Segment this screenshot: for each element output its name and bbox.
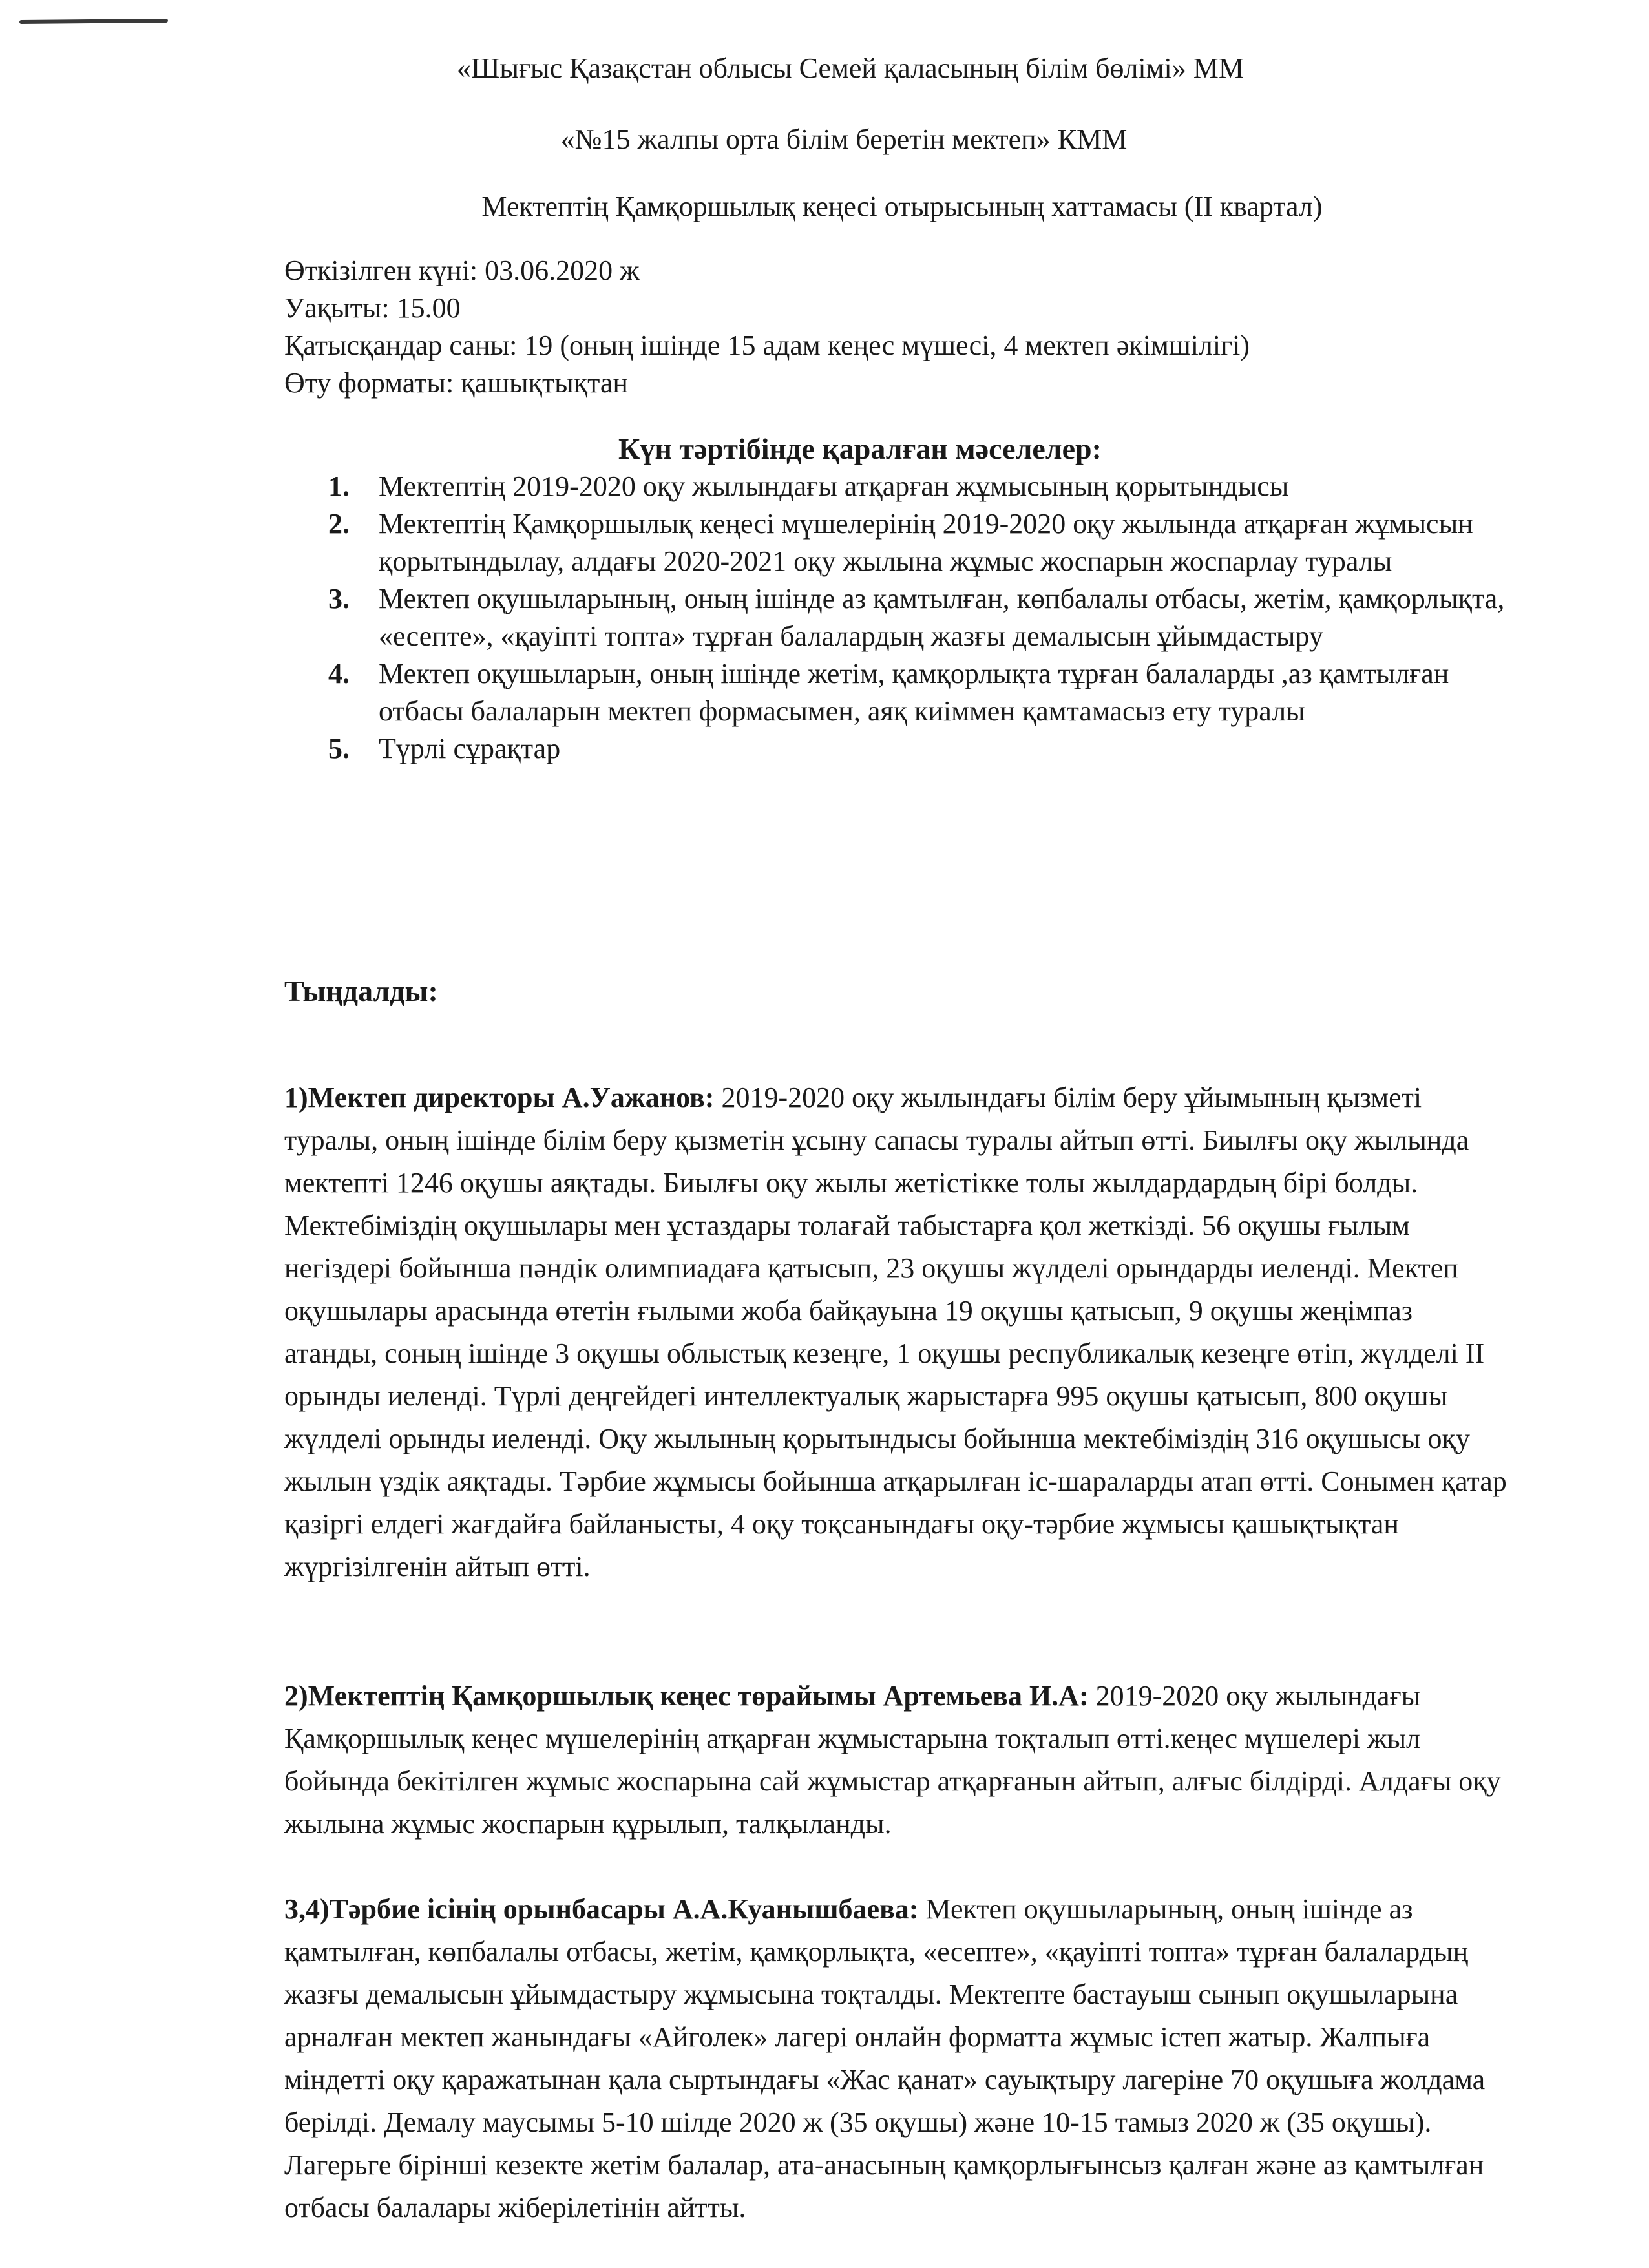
report-paragraph-deputy [284, 1888, 1512, 2229]
agenda-item-text: Мектеп оқушыларын, оның ішінде жетім, қамқорлықта тұрған балаларды ,аз қамтылған отбасы балаларын мектеп формасымен, аяқ киіммен қамтамасыз ету туралы [379, 658, 1449, 727]
agenda-item-number: 4. [328, 658, 350, 689]
speaker-label: 2)Мектептің Қамқоршылық кеңес төрайымы Артемьева И.А: [284, 1680, 1089, 1712]
scan-mark [19, 19, 168, 24]
agenda-item [323, 730, 1538, 768]
agenda-item-number: 1. [328, 470, 350, 502]
meeting-time: Уақыты: 15.00 [284, 292, 461, 324]
agenda-item-number: 3. [328, 583, 350, 614]
protocol-title: Мектептің Қамқоршылық кеңесі отырысының хаттамасы (ІІ квартал) [481, 191, 1323, 222]
speaker-label: 1)Мектеп директоры А.Уажанов: [284, 1082, 715, 1113]
heard-heading: Тыңдалды: [284, 974, 438, 1007]
paragraph-text: 2019-2020 оқу жылындағы Қамқоршылық кеңес мүшелерінің атқарған жұмыстарына тоқталып өтті.кеңес мүшелері жыл бойында бекітілген жұмыс жоспарына сай жұмыстар атқарғанын айтып, алғыс білдірді. Алдағы оқу жылына жұмыс жоспарын құрылып, талқыланды. [284, 1680, 1501, 1840]
report-paragraph-director [284, 1076, 1512, 1588]
agenda-item-text: Мектептің 2019-2020 оқу жылындағы атқарған жұмысының қорытындысы [379, 470, 1289, 502]
agenda-item [323, 505, 1538, 580]
paragraph-text: Мектеп оқушыларының, оның ішінде аз қамтылған, көпбалалы отбасы, жетім, қамқорлықта, «есепте», «қауіпті топта» тұрған балалардың жазғы демалысын ұйымдастыру жұмысына тоқталды. Мектепте бастауыш сынып оқушыларына арналған мектеп жанындағы «Айголек» лагері онлайн форматта жұмыс істеп жатыр. Жалпыға міндетті оқу қаражатынан қала сыртындағы «Жас қанат» сауықтыру лагеріне 70 оқушыға жолдама берілді. Демалу маусымы 5-10 шілде 2020 ж (35 оқушы) және 10-15 тамыз 2020 ж (35 оқушы). Лагерьге бірінші кезекте жетім балалар, ата-анасының қамқорлығынсыз қалған және аз қамтылған отбасы балалары жіберілетінін айтты. [284, 1893, 1486, 2223]
paragraph-text: 2019-2020 оқу жылындағы білім беру ұйымының қызметі туралы, оның ішінде білім беру қызметін ұсыну сапасы туралы айтып өтті. Биылғы оқу жылында мектепті 1246 оқушы аяқтады. Биылғы оқу жылы жетістікке толы жылдардардың бірі болды. Мектебіміздің оқушылары мен ұстаздары толағай табыстарға қол жеткізді. 56 оқушы ғылым негіздері бойынша пәндік олимпиадаға қатысып, 23 оқушы жүлделі орындарды иеленді. Мектеп оқушылары арасында өтетін ғылыми жоба байқауына 19 оқушы қатысып, 9 оқушы жеңімпаз атанды, соның ішінде 3 оқушы облыстық кезеңге, 1 оқушы республикалық кезеңге өтіп, жүлделі ІІ орынды иеленді. Түрлі деңгейдегі интеллектуалық жарыстарға 995 оқушы қатысып, 800 оқушы жүлделі орынды иеленді. Оқу жылының қорытындысы бойынша мектебіміздің 316 оқушысы оқу жылын үздік аяқтады. Тәрбие жұмысы бойынша атқарылған іс-шараларды атап өтті. Сонымен қатар қазіргі елдегі жағдайға байланысты, 4 оқу тоқсанындағы оқу-тәрбие жұмысы қашықтықтан жүргізілгенін айтып өтті. [284, 1082, 1507, 1582]
agenda-item-number: 2. [328, 508, 350, 540]
meeting-date: Өткізілген күні: 03.06.2020 ж [284, 255, 640, 286]
meeting-format: Өту форматы: қашықтықтан [284, 367, 628, 399]
agenda-item [323, 468, 1538, 505]
agenda-list [323, 468, 1538, 768]
agenda-item-text: Мектеп оқушыларының, оның ішінде аз қамтылған, көпбалалы отбасы, жетім, қамқорлықта, «есепте», «қауіпті топта» тұрған балалардың жазғы демалысын ұйымдастыру [379, 583, 1505, 652]
meeting-participants: Қатысқандар саны: 19 (оның ішінде 15 адам кеңес мүшесі, 4 мектеп әкімшілігі) [284, 330, 1250, 361]
school-name: «№15 жалпы орта білім беретін мектеп» КММ [560, 123, 1128, 155]
agenda-title: Күн тәртібінде қаралған мәселелер: [618, 432, 1102, 465]
agenda-item [323, 655, 1538, 730]
org-name: «Шығыс Қазақстан облысы Семей қаласының білім бөлімі» ММ [457, 52, 1244, 84]
agenda-item-text: Мектептің Қамқоршылық кеңесі мүшелерінің 2019-2020 оқу жылында атқарған жұмысын қорытындылау, алдағы 2020-2021 оқу жылына жұмыс жоспарын жоспарлау туралы [379, 508, 1473, 577]
agenda-item [323, 580, 1538, 655]
speaker-label: 3,4)Тәрбие ісінің орынбасары А.А.Куанышбаева: [284, 1893, 919, 1925]
report-paragraph-council-chair [284, 1675, 1512, 1845]
agenda-item-number: 5. [328, 733, 350, 764]
agenda-item-text: Түрлі сұрақтар [379, 733, 561, 764]
meeting-meta [284, 252, 1250, 402]
